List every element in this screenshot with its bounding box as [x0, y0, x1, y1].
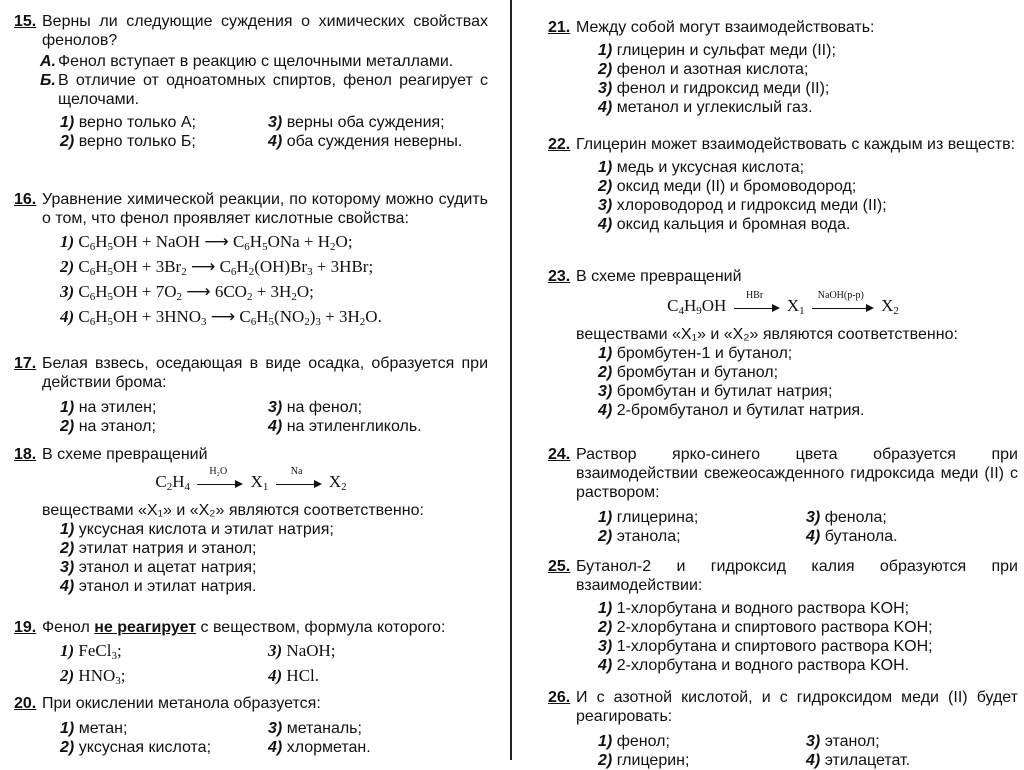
answer-option-2: 2) 2-хлорбутана и спиртового раствора KOH; — [598, 619, 933, 636]
answer-option-3: 3) фенол и гидроксид меди (II); — [598, 80, 830, 97]
answer-option-1: 1) уксусная кислота и этилат натрия; — [60, 521, 334, 538]
answer-option-4: 4) оксид кальция и бромная вода. — [598, 216, 851, 233]
answer-option-4: 4) метанол и углекислый газ. — [598, 99, 813, 116]
question-stem: При окислении метанола образуется: — [42, 695, 321, 712]
answer-option-2: 2) $HNO_3$; — [60, 666, 126, 687]
column-divider — [510, 0, 512, 760]
arrow-icon: H₂O — [197, 478, 243, 488]
answer-option-1: 1) на этилен; — [60, 399, 157, 416]
answer-option-4: 4) 2-хлорбутана и водного раствора KOH. — [598, 657, 910, 674]
answer-option-1: 1) глицерин и сульфат меди (II); — [598, 42, 836, 59]
answer-option-4: 4) этанол и этилат натрия. — [60, 578, 257, 595]
answer-option-2: 2) оксид меди (II) и бромоводород; — [598, 178, 857, 195]
question-24 — [548, 445, 1018, 546]
answer-option-3: 3) 1-хлорбутана и спиртового раствора KOH; — [598, 638, 933, 655]
question-21 — [548, 18, 1018, 117]
question-19 — [14, 618, 488, 691]
statement-a: А. Фенол вступает в реакцию с щелочными металлами. — [40, 53, 454, 70]
answer-option-4: 4) оба суждения неверны. — [268, 133, 463, 150]
answer-option-3: 3) на фенол; — [268, 399, 363, 416]
question-stem: Белая взвесь, оседающая в виде осадка, образуется при действии брома: — [42, 355, 488, 391]
right-column — [524, 0, 1024, 769]
question-number: 23. — [548, 268, 571, 285]
arrow-icon: NaOH(р-р) — [812, 302, 874, 312]
answer-option-4: 4) бутанола. — [806, 528, 898, 545]
scheme-caption: веществами «X₁» и «X₂» являются соответственно: — [42, 502, 424, 519]
answer-option-3: 3) $C_6H_5OH + 7O_2$ ⟶ $6CO_2 + 3H_2O$; — [60, 282, 314, 303]
answer-option-4: 4) хлорметан. — [268, 739, 371, 756]
answer-option-3: 3) этанол; — [806, 733, 880, 750]
answer-option-1: 1) 1-хлорбутана и водного раствора KOH; — [598, 600, 910, 617]
question-15 — [14, 12, 488, 151]
answer-option-1: 1) медь и уксусная кислота; — [598, 159, 805, 176]
reaction-scheme: $C_4H_9OH$ HBr $X_1$ NaOH(р-р) $X_2$ — [667, 290, 899, 317]
answer-option-3: 3) хлороводород и гидроксид меди (II); — [598, 197, 887, 214]
question-number: 22. — [548, 136, 571, 153]
arrow-icon: Na — [276, 478, 322, 488]
statement-b: Б. В отличие от одноатомных спиртов, фенол реагирует с щелочами. — [40, 72, 488, 108]
answer-option-3: 3) бромбутан и бутилат натрия; — [598, 383, 833, 400]
question-stem: Уравнение химической реакции, по которому можно судить о том, что фенол проявляет кислотные свойства: — [42, 191, 488, 227]
question-stem: Фенол не реагирует с веществом, формула которого: — [42, 619, 446, 636]
answer-option-1: 1) глицерина; — [598, 509, 699, 526]
answer-option-3: 3) NaOH; — [268, 641, 336, 660]
question-number: 19. — [14, 619, 37, 636]
question-number: 25. — [548, 558, 571, 575]
question-number: 26. — [548, 689, 571, 706]
answer-option-3: 3) метаналь; — [268, 720, 362, 737]
answer-option-2: 2) глицерин; — [598, 752, 690, 769]
question-number: 21. — [548, 19, 571, 36]
answer-option-3: 3) верны оба суждения; — [268, 114, 445, 131]
question-number: 16. — [14, 191, 37, 208]
question-stem: Раствор ярко-синего цвета образуется при взаимодействии свежеосажденного гидроксида меди (II) с раствором: — [576, 446, 1018, 501]
question-stem: Верны ли следующие суждения о химических свойствах фенолов? — [42, 13, 488, 49]
answer-option-4: 4) 2-бромбутанол и бутилат натрия. — [598, 402, 865, 419]
question-20 — [14, 694, 488, 757]
answer-option-2: 2) верно только Б; — [60, 133, 196, 150]
answer-option-4: 4) на этиленгликоль. — [268, 418, 422, 435]
reaction-scheme: $C_2H_4$ H₂O $X_1$ Na $X_2$ — [155, 466, 347, 493]
answer-option-4: 4) $C_6H_5OH + 3HNO_3$ ⟶ $C_6H_5(NO_2)_3 + 3H_2O$. — [60, 307, 382, 328]
answer-option-1: 1) фенол; — [598, 733, 670, 750]
answer-option-2: 2) на этанол; — [60, 418, 156, 435]
question-18 — [14, 445, 488, 596]
answer-option-2: 2) $C_6H_5OH + 3Br_2$ ⟶ $C_6H_2(OH)Br_3 + 3HBr$; — [60, 257, 374, 278]
scheme-caption: веществами «X₁» и «X₂» являются соответственно: — [576, 326, 958, 343]
question-17 — [14, 354, 488, 436]
question-number: 18. — [14, 446, 37, 463]
question-number: 15. — [14, 13, 37, 30]
answer-option-2: 2) бромбутан и бутанол; — [598, 364, 779, 381]
answer-option-1: 1) метан; — [60, 720, 128, 737]
question-stem: В схеме превращений — [42, 446, 208, 463]
answer-option-2: 2) уксусная кислота; — [60, 739, 212, 756]
answer-option-1: 1) $C_6H_5OH$ + NaOH ⟶ $C_6H_5ONa + H_2O$; — [60, 232, 353, 253]
question-number: 24. — [548, 446, 571, 463]
answer-option-4: 4) этилацетат. — [806, 752, 911, 769]
answer-option-4: 4) HCl. — [268, 666, 320, 685]
question-23 — [548, 267, 1018, 420]
answer-option-2: 2) фенол и азотная кислота; — [598, 61, 809, 78]
answer-option-3: 3) фенола; — [806, 509, 887, 526]
answer-option-1: 1) бромбутен-1 и бутанол; — [598, 345, 793, 362]
question-number: 17. — [14, 355, 37, 372]
answer-option-2: 2) этанола; — [598, 528, 681, 545]
question-number: 20. — [14, 695, 37, 712]
answer-option-1: 1) FeCl$_3$; — [60, 641, 122, 662]
answer-option-3: 3) этанол и ацетат натрия; — [60, 559, 257, 576]
arrow-icon: HBr — [734, 302, 780, 312]
question-16 — [14, 190, 488, 332]
answer-option-1: 1) верно только А; — [60, 114, 196, 131]
question-stem: В схеме превращений — [576, 268, 742, 285]
question-stem: Глицерин может взаимодействовать с каждым из веществ: — [576, 136, 1016, 153]
question-stem: И с азотной кислотой, и с гидроксидом меди (II) будет реагировать: — [576, 689, 1018, 725]
question-stem: Бутанол-2 и гидроксид калия образуются при взаимодействии: — [576, 558, 1018, 594]
question-26 — [548, 688, 1018, 770]
question-stem: Между собой могут взаимодействовать: — [576, 19, 875, 36]
left-column — [0, 0, 496, 760]
question-25 — [548, 557, 1018, 675]
answer-option-2: 2) этилат натрия и этанол; — [60, 540, 257, 557]
question-22 — [548, 135, 1018, 234]
